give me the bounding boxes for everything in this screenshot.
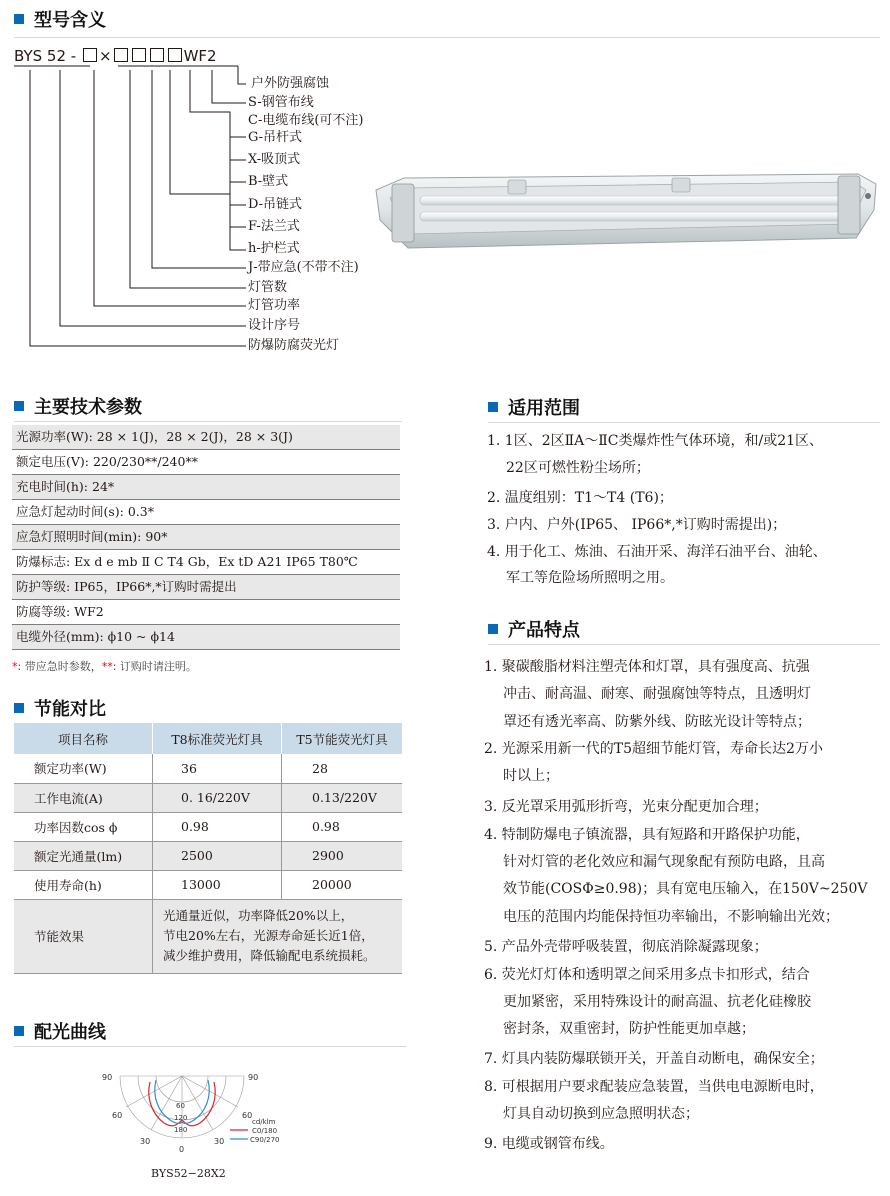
compare-table (14, 723, 402, 974)
cell: 节能效果 (14, 899, 153, 973)
row-divider (12, 649, 400, 650)
spec-row: 额定电压(V): 220/230**/240** (16, 454, 198, 469)
table-row (14, 812, 402, 841)
feature-line: 灯具自动切换到应急照明状态； (503, 1106, 699, 1122)
angle-label: 90 (248, 1073, 259, 1082)
feature-line: 7. 灯具内装防爆联锁开关，开盖自动断电，确保安全； (484, 1051, 824, 1067)
table-header-row (14, 723, 402, 754)
table-row-effect (14, 899, 402, 973)
feature-line: 5. 产品外壳带呼吸装置，彻底消除凝露现象； (484, 939, 768, 955)
legend-unit: cd/klm (252, 1118, 276, 1126)
section-marker (488, 624, 498, 634)
specs-footnote (12, 658, 197, 674)
column-header: T5节能荧光灯具 (296, 731, 388, 747)
cell: 0.13/220V (312, 790, 377, 805)
model-code-times: × (98, 47, 112, 65)
feature-line: 针对灯管的老化效应和漏气现象配有预防电路，且高 (503, 854, 825, 870)
model-label: 灯管功率 (248, 298, 301, 313)
column-header: T8标准荧光灯具 (153, 723, 282, 754)
feature-line: 罩还有透光率高、防紫外线、防眩光设计等特点； (503, 714, 811, 730)
cell: 20000 (312, 877, 352, 892)
cell: 2500 (153, 841, 282, 870)
section-title: 适用范围 (508, 398, 580, 419)
section-header-features (488, 616, 580, 642)
section-title: 节能对比 (34, 699, 106, 720)
spec-row: 充电时间(h): 24* (12, 475, 400, 499)
model-label: F-法兰式 (248, 219, 300, 234)
spec-row: 防爆标志: Ex d e mb Ⅱ C T4 Gb，Ex tD A21 IP65 T80℃ (16, 554, 358, 569)
section-title: 型号含义 (34, 10, 106, 31)
cell: 28 (312, 760, 328, 776)
table-row (14, 754, 402, 783)
feature-line: 更加紧密，采用特殊设计的耐高温、抗老化硅橡胶 (503, 994, 811, 1010)
model-label: X-吸顶式 (248, 152, 301, 167)
section-title: 配光曲线 (34, 1022, 106, 1043)
model-label: J-带应急(不带不注) (248, 260, 359, 275)
application-line: 4. 用于化工、炼油、石油开采、海洋石油平台、油轮、 (487, 544, 827, 560)
angle-label: 0 (179, 1145, 185, 1154)
model-label: S-钢管布线 (248, 95, 314, 110)
table-row (14, 870, 402, 899)
cell: 使用寿命(h) (14, 870, 153, 899)
radial-label: 180 (174, 1126, 188, 1134)
section-marker (14, 1026, 24, 1036)
application-line: 22区可燃性粉尘场所； (506, 460, 650, 476)
cell: 0.98 (153, 812, 282, 841)
feature-line: 2. 光源采用新一代的T5超细节能灯管，寿命长达2万小 (484, 741, 823, 757)
feature-line: 时以上； (503, 768, 559, 784)
section-header-specs (14, 393, 142, 419)
application-line: 2. 温度组别：T1～T4 (T6)； (487, 490, 673, 506)
section-marker (14, 703, 24, 713)
feature-line: 1. 聚碳酸脂材料注塑壳体和灯罩，具有强度高、抗强 (484, 659, 810, 675)
model-label: 灯管数 (248, 280, 288, 295)
model-label: 防爆防腐荧光灯 (248, 338, 340, 353)
effect-text (153, 899, 403, 973)
divider (488, 422, 880, 423)
model-label: h-护栏式 (248, 241, 300, 256)
section-header-application (488, 394, 580, 420)
effect-line: 光通量近似，功率降低20%以上， (163, 908, 354, 923)
spec-row: 应急灯起动时间(s): 0.3* (16, 504, 154, 519)
cell: 0.98 (312, 819, 340, 834)
model-label: G-吊杆式 (248, 130, 303, 145)
divider (14, 421, 402, 422)
section-header-curve (14, 1018, 106, 1044)
divider (488, 644, 880, 645)
legend-c90: C90/270 (250, 1136, 280, 1144)
feature-line: 6. 荧光灯灯体和透明罩之间采用多点卡扣形式，结合 (484, 967, 810, 983)
column-header: 项目名称 (14, 723, 153, 754)
model-label: B-壁式 (248, 174, 289, 189)
cell: 0. 16/220V (153, 783, 282, 812)
footnote-text: : 订购时请注明。 (112, 660, 197, 673)
effect-line: 减少维护费用，降低输配电系统损耗。 (163, 948, 376, 963)
feature-line: 9. 电缆或钢管布线。 (484, 1136, 614, 1152)
section-header-compare (14, 695, 106, 721)
spec-row: 防护等级: IP65，IP66*,*订购时需提出 (12, 575, 400, 599)
cell: 36 (153, 754, 282, 783)
model-code-prefix: BYS 52 - (14, 47, 77, 65)
model-label: D-吊链式 (248, 197, 303, 212)
product-image (368, 168, 880, 258)
cell: 额定光通量(lm) (14, 841, 153, 870)
spec-row: 应急灯照明时间(min): 90* (12, 525, 400, 549)
legend-c0: C0/180 (252, 1127, 278, 1135)
cell: 工作电流(A) (14, 783, 153, 812)
effect-line: 节电20%左右，光源寿命延长近1倍， (163, 928, 374, 943)
footnote-mark: ** (101, 660, 113, 673)
polar-chart (100, 1068, 300, 1158)
section-title: 产品特点 (508, 620, 580, 641)
model-label: 户外防强腐蚀 (251, 76, 330, 91)
model-code-suffix: WF2 (183, 47, 217, 65)
application-line: 1. 1区、2区ⅡA～ⅡC类爆炸性气体环境，和/或21区、 (487, 433, 824, 449)
feature-line: 8. 可根据用户要求配装应急装置，当供电电源断电时， (484, 1079, 824, 1095)
footnote-text: : 带应急时参数， (17, 660, 102, 673)
feature-line: 电压的范围内均能保持恒功率输出，不影响输出光效； (503, 909, 839, 925)
radial-label: 60 (176, 1102, 185, 1110)
feature-line: 3. 反光罩采用弧形折弯，光束分配更加合理； (484, 799, 768, 815)
section-marker (488, 402, 498, 412)
model-bracket-lines (0, 0, 260, 360)
spec-row: 防腐等级: WF2 (16, 604, 104, 619)
angle-label: 60 (112, 1111, 123, 1120)
section-marker (14, 401, 24, 411)
footnote-mark: * (12, 660, 18, 673)
application-line: 3. 户内、户外(IP65、 IP66*,*订购时需提出)； (487, 517, 787, 533)
feature-line: 效节能(COSΦ≥0.98)；具有宽电压输入，在150V~250V (503, 881, 868, 897)
angle-label: 60 (242, 1111, 253, 1120)
feature-line: 密封条，双重密封，防护性能更加卓越； (503, 1021, 755, 1037)
cell: 13000 (153, 870, 282, 899)
table-row (14, 783, 402, 812)
cell: 额定功率(W) (14, 754, 153, 783)
chart-caption: BYS52−28X2 (151, 1167, 226, 1180)
model-label: 设计序号 (248, 318, 301, 333)
cell: 2900 (312, 848, 344, 863)
angle-label: 90 (102, 1073, 113, 1082)
angle-label: 30 (140, 1137, 151, 1146)
radial-label: 120 (174, 1114, 188, 1122)
model-label: C-电缆布线(可不注) (248, 113, 364, 128)
cell: 功率因数cos ϕ (14, 812, 153, 841)
spec-row: 电缆外径(mm): ϕ10 ~ ϕ14 (12, 625, 400, 649)
feature-line: 4. 特制防爆电子镇流器，具有短路和开路保护功能， (484, 827, 810, 843)
feature-line: 冲击、耐高温、耐寒、耐强腐蚀等特点，且透明灯 (503, 686, 811, 702)
application-line: 军工等危险场所照明之用。 (506, 570, 674, 586)
table-row (14, 841, 402, 870)
divider (14, 1046, 406, 1047)
section-title: 主要技术参数 (34, 397, 142, 418)
angle-label: 30 (214, 1137, 225, 1146)
spec-row: 光源功率(W): 28 × 1(J)，28 × 2(J)，28 × 3(J) (12, 425, 400, 449)
